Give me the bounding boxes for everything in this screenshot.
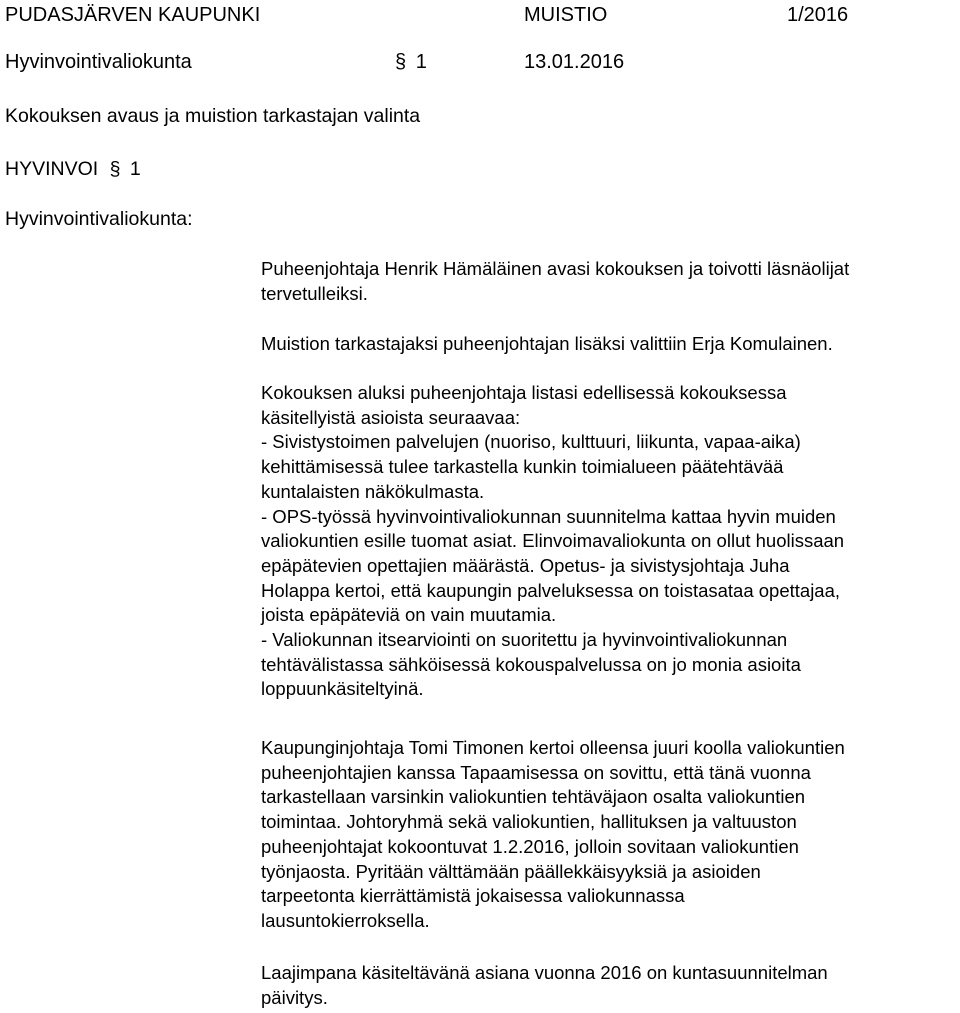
item-code-section-mark: § [109,158,121,180]
minutes-body [261,257,956,306]
item-code-number: 1 [129,158,141,180]
item-title: Kokouksen avaus ja muistion tarkastajan valinta [5,105,421,127]
item-code [5,157,141,181]
committee-label: Hyvinvointivaliokunta: [5,208,193,230]
section-number [395,50,427,74]
paragraph-main-topic: Laajimpana käsiteltävänä asiana vuonna 2016 on kuntasuunnitelman päivitys. [261,962,828,1008]
paragraph-opening: Puheenjohtaja Henrik Hämäläinen avasi kokouksen ja toivotti läsnäolijat tervetulleiksi. [261,258,850,304]
document-number: 1/2016 [787,4,849,26]
paragraph-examiner: Muistion tarkastajaksi puheenjohtajan lisäksi valittiin Erja Komulainen. [261,333,833,354]
minutes-body-5 [261,961,956,1010]
item-code-label: HYVINVOI [5,158,99,180]
organization-name: PUDASJÄRVEN KAUPUNKI [5,4,261,26]
minutes-body-3 [261,381,956,702]
paragraph-previous-meeting: Kokouksen aluksi puheenjohtaja listasi edellisessä kokouksessa käsitellyistä asioista seuraavaa: - Sivistystoimen palvelujen (nuoriso, kulttuuri, liikunta, vapaa-aika) kehittämisessä tulee tarkastella kunkin toimialueen päätehtävää kuntalaisten näkökulmasta. - OPS-työssä hyvinvointivaliokunnan suunnitelma kattaa hyvin muiden valiokuntien esille tuomat asiat. Elinvoimavaliokunta on ollut huolissaan epäpätevien opettajien määrästä. Opetus- ja sivistysjohtaja Juha Holappa kertoi, että kaupungin palveluksessa on toistasataa opettajaa, joista epäpäteviä on vain muutamia. - Valiokunnan itsearviointi on suoritettu ja hyvinvointivaliokunnan tehtävälistassa sähköisessä kokouspalvelussa on jo monia asioita loppuunkäsiteltyinä. [261,382,845,700]
section-number-value: 1 [415,51,427,73]
committee-name: Hyvinvointivaliokunta [5,51,192,73]
section-mark: § [395,51,407,73]
paragraph-city-manager: Kaupunginjohtaja Tomi Timonen kertoi olleensa juuri koolla valiokuntien puheenjohtajien kanssa Tapaamisessa on sovittu, että tänä vuonna tarkastellaan varsinkin valiokuntien tehtäväjaon osalta valiokuntien toimintaa. Johtoryhmä sekä valiokuntien, hallituksen ja valtuuston puheenjohtajat kokoontuvat 1.2.2016, jolloin sovitaan valiokuntien työnjaosta. Pyritään välttämään päällekkäisyyksiä ja asioiden tarpeetonta kierrättämistä jokaisessa valiokunnassa lausuntokierroksella. [261,737,845,931]
meeting-date: 13.01.2016 [524,51,625,73]
minutes-body-2 [261,332,956,357]
minutes-body-4 [261,736,956,934]
document-type: MUISTIO [524,4,608,26]
